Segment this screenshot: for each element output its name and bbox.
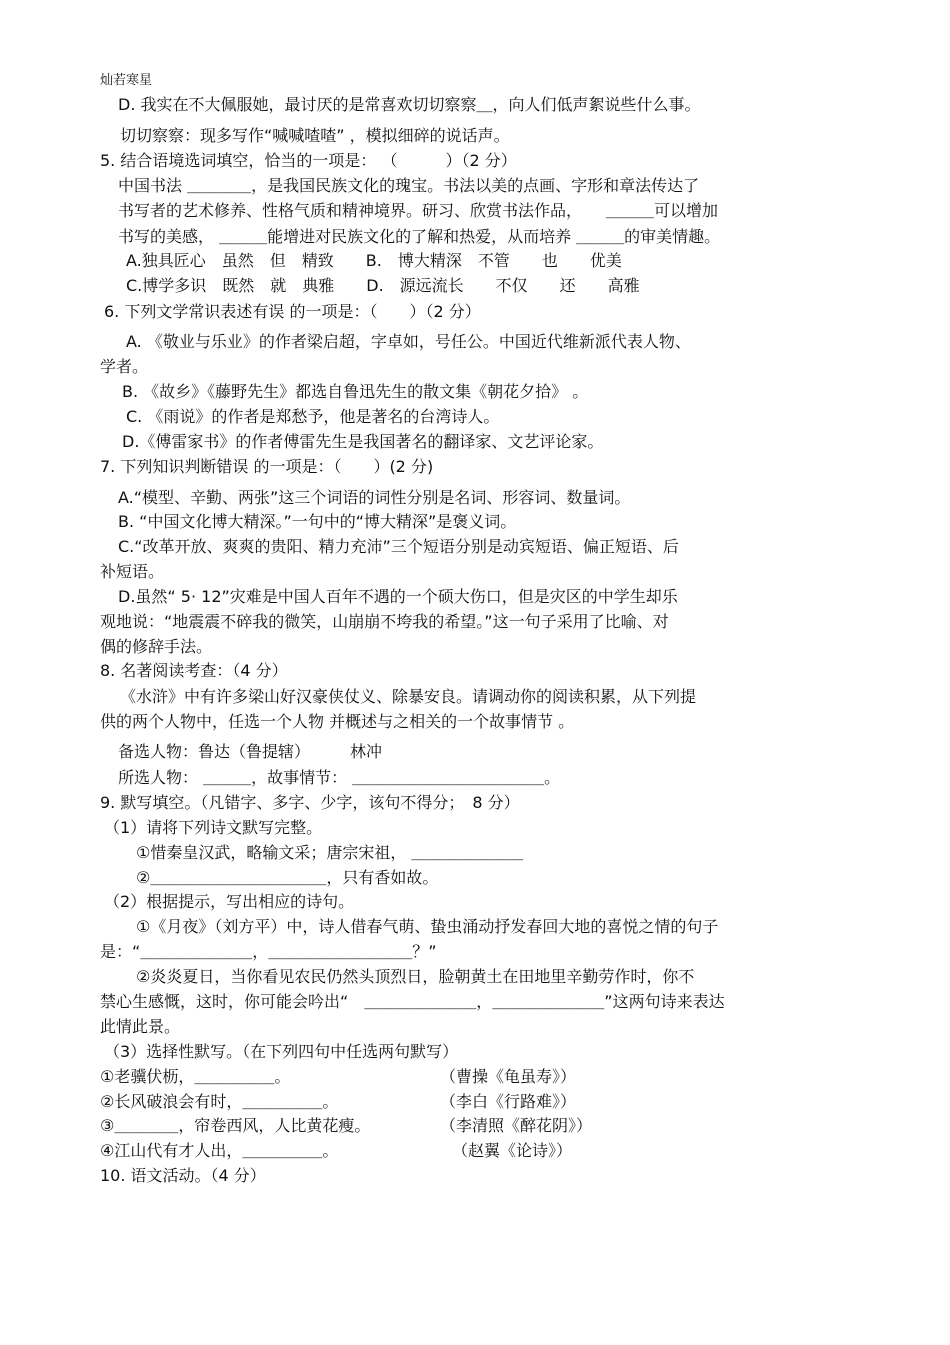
q9-part3-item4: ④江山代有才人出，＿＿＿＿＿。 — [100, 1141, 339, 1160]
q9-part3-title: （3）选择性默写。（在下列四句中任选两句默写） — [104, 1042, 459, 1061]
q8-text-2: 供的两个人物中，任选一个人物 并概述与之相关的一个故事情节 。 — [100, 712, 575, 731]
q7-option-d-cont-2: 偶的修辞手法。 — [100, 637, 213, 656]
q9-part3-item1-source: （曹操《龟虽寿》） — [440, 1067, 577, 1086]
q7-option-c: C.“改革开放、爽爽的贵阳、精力充沛”三个短语分别是动宾短语、偏正短语、后 — [118, 537, 679, 556]
q9-title: 9. 默写填空。（凡错字、多字、少字，该句不得分； 8 分） — [100, 793, 520, 812]
q5-text-1: 中国书法 ＿＿＿＿，是我国民族文化的瑰宝。书法以美的点画、字形和章法传达了 — [118, 176, 700, 195]
q9-part3-item1: ①老骥伏枥，＿＿＿＿＿。 — [100, 1067, 291, 1086]
q6-option-d: D.《傅雷家书》的作者傅雷先生是我国著名的翻译家、文艺评论家。 — [122, 432, 604, 451]
q9-part3-item2-source: （李白《行路难》） — [440, 1092, 577, 1111]
q10-title: 10. 语文活动。（4 分） — [100, 1166, 266, 1185]
q4-option-d: D. 我实在不大佩服她，最讨厌的是常喜欢切切察察＿，向人们低声絮说些什么事。 — [118, 95, 701, 114]
q6-option-a: A. 《敬业与乐业》的作者梁启超，字卓如，号任公。中国近代维新派代表人物、 — [126, 332, 691, 351]
q5-options-ab: A.独具匠心 虽然 但 精致 B. 博大精深 不管 也 优美 — [126, 251, 622, 270]
q6-option-c: C. 《雨说》的作者是郑愁予，他是著名的台湾诗人。 — [126, 407, 500, 426]
q7-option-d: D.虽然“ 5· 12”灾难是中国人百年不遇的一个硕大伤口，但是灾区的中学生却乐 — [118, 587, 678, 606]
q7-option-c-cont: 补短语。 — [100, 562, 165, 581]
q8-text-1: 《水浒》中有许多梁山好汉豪侠仗义、除暴安良。请调动你的阅读积累，从下列提 — [120, 687, 697, 706]
q5-text-3: 书写的美感， ＿＿＿能增进对民族文化的了解和热爱，从而培养 ＿＿＿的审美情趣。 — [118, 227, 721, 246]
q8-answer-line: 所选人物： ＿＿＿，故事情节： ＿＿＿＿＿＿＿＿＿＿＿＿。 — [118, 768, 561, 787]
q5-options-cd: C.博学多识 既然 就 典雅 D. 源远流长 不仅 还 高雅 — [126, 276, 640, 295]
q9-part3-item3: ③＿＿＿＿，帘卷西风，人比黄花瘦。 — [100, 1116, 371, 1135]
q9-part3-item2: ②长风破浪会有时，＿＿＿＿＿。 — [100, 1092, 339, 1111]
q5-title: 5. 结合语境选词填空，恰当的一项是： （ ）（2 分） — [100, 151, 517, 170]
q9-part2-item2-cont-1: 禁心生感慨，这时，你可能会吟出“ ＿＿＿＿＿＿＿，＿＿＿＿＿＿＿”这两句诗来表达 — [100, 992, 725, 1011]
q7-option-a: A.“模型、辛勤、两张”这三个词语的词性分别是名词、形容词、数量词。 — [118, 488, 631, 507]
q9-part2-item1: ①《月夜》（刘方平）中，诗人借春气萌、蛰虫涌动抒发春回大地的喜悦之情的句子 — [136, 917, 719, 936]
q9-part3-item4-source: （赵翼《论诗》） — [452, 1141, 573, 1160]
q6-option-b: B. 《故乡》《藤野先生》都选自鲁迅先生的散文集《朝花夕拾》 。 — [122, 382, 589, 401]
q7-title: 7. 下列知识判断错误 的一项是：（ ）(2 分) — [100, 457, 434, 476]
page-header: 灿若寒星 — [100, 73, 153, 88]
q9-part1-title: （1）请将下列诗文默写完整。 — [104, 818, 323, 837]
q9-part1-item2: ②＿＿＿＿＿＿＿＿＿＿＿，只有香如故。 — [136, 868, 439, 887]
q5-text-2: 书写者的艺术修养、性格气质和精神境界。研习、欣赏书法作品， ＿＿＿可以增加 — [118, 201, 719, 220]
q6-title: 6. 下列文学常识表述有误 的一项是：（ ）（2 分） — [104, 302, 481, 321]
q9-part2-title: （2）根据提示，写出相应的诗句。 — [104, 892, 355, 911]
q8-title: 8. 名著阅读考查：（4 分） — [100, 661, 288, 680]
q4-note: 切切察察：现多写作“喊喊喳喳” ，模拟细碎的说话声。 — [120, 126, 510, 145]
q7-option-d-cont-1: 观地说：“地震震不碎我的微笑，山崩崩不垮我的希望。”这一句子采用了比喻、对 — [100, 612, 669, 631]
q6-option-a-cont: 学者。 — [100, 357, 149, 376]
q7-option-b: B. “中国文化博大精深。”一句中的“博大精深”是褒义词。 — [118, 512, 517, 531]
q9-part2-item2-cont-2: 此情此景。 — [100, 1017, 181, 1036]
q9-part2-item1-cont: 是：“＿＿＿＿＿＿＿，＿＿＿＿＿＿＿＿＿？” — [100, 942, 437, 961]
q9-part1-item1: ①惜秦皇汉武，略输文采；唐宗宋祖， ＿＿＿＿＿＿＿ — [136, 843, 524, 862]
q9-part3-item3-source: （李清照《醉花阴》） — [440, 1116, 593, 1135]
q9-part2-item2: ②炎炎夏日，当你看见农民仍然头顶烈日，脸朝黄土在田地里辛勤劳作时，你不 — [136, 967, 695, 986]
q8-candidates: 备选人物：鲁达（鲁提辖） 林冲 — [118, 742, 383, 761]
